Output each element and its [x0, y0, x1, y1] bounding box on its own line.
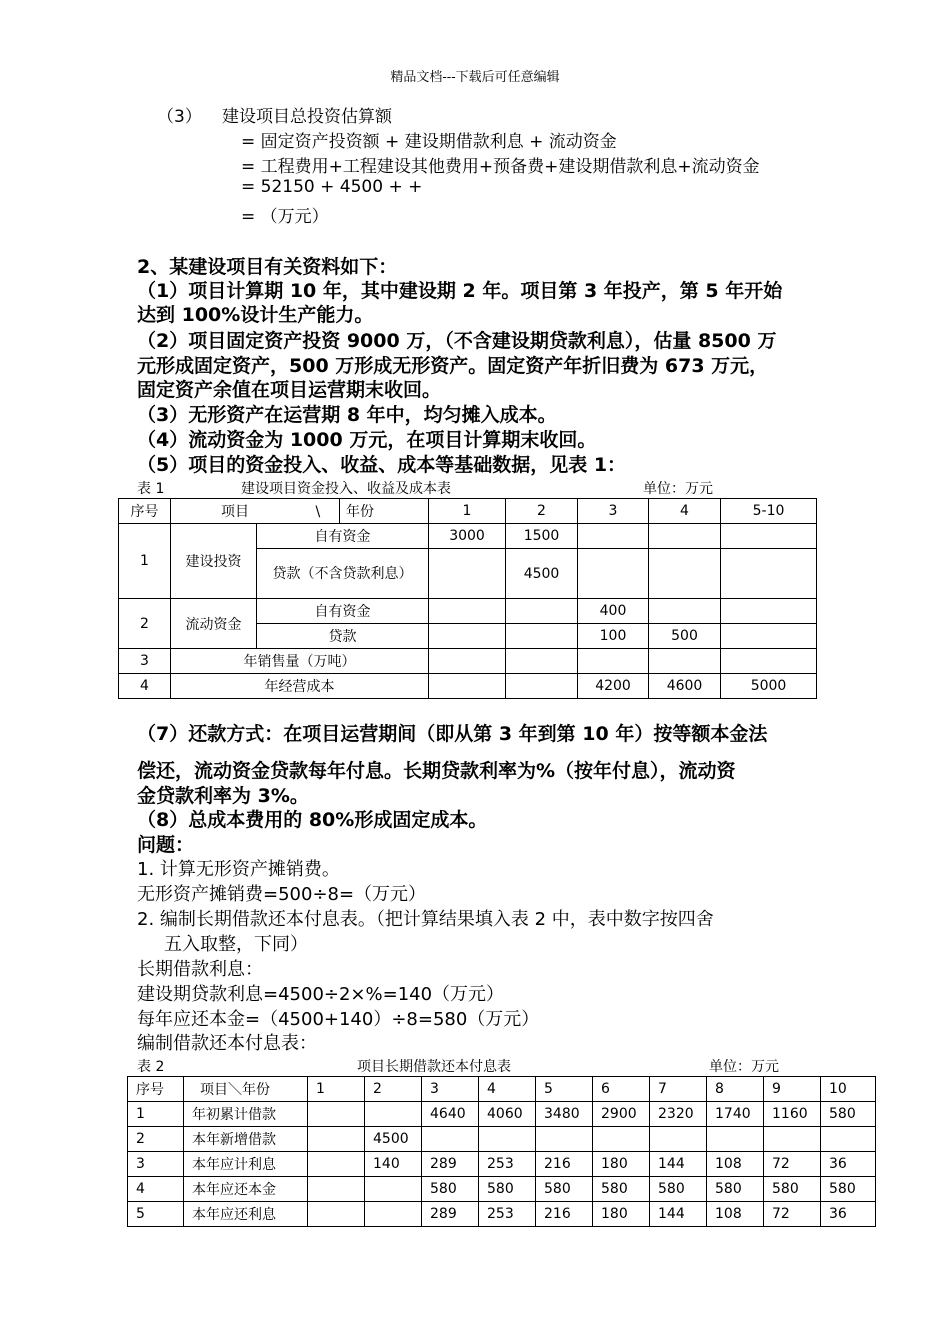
table1-cell [721, 649, 817, 674]
answer-line: 建设期贷款利息=4500÷2×%=140（万元） [137, 984, 505, 1005]
table2-cell: 5 [128, 1202, 184, 1227]
table2-title: 项目长期借款还本付息表 [357, 1059, 511, 1075]
table2-cell: 580 [650, 1177, 707, 1202]
table2-cell: 2 [128, 1127, 184, 1152]
table2-cell: 140 [365, 1152, 422, 1177]
table1-header-cell: 3 [578, 499, 649, 524]
table2-header-cell: 10 [821, 1077, 876, 1102]
question2-item: 偿还，流动资金贷款每年付息。长期贷款利率为%（按年付息），流动资 [137, 760, 736, 782]
answer-line: 长期借款利息： [137, 959, 263, 980]
table1-cell: 1 [119, 524, 171, 599]
table1-cell [721, 624, 817, 649]
table2-cell: 本年新增借款 [184, 1127, 308, 1152]
table2 [127, 1076, 876, 1227]
question2-item: 固定资产余值在项目运营期末收回。 [137, 379, 442, 401]
table1-cell [429, 649, 506, 674]
table2-cell: 580 [821, 1102, 876, 1127]
table2-cell [365, 1102, 422, 1127]
table2-cell: 580 [422, 1177, 479, 1202]
table2-header-cell: 3 [422, 1077, 479, 1102]
table2-cell [479, 1127, 536, 1152]
table2-cell [707, 1127, 764, 1152]
table2-cell: 年初累计借款 [184, 1102, 308, 1127]
table2-cell: 180 [593, 1202, 650, 1227]
section3-title: 建设项目总投资估算额 [222, 107, 392, 127]
table1-cell: 年销售量（万吨） [171, 649, 429, 674]
table2-cell [308, 1202, 365, 1227]
question2-item: （1）项目计算期 10 年，其中建设期 2 年。项目第 3 年投产，第 5 年开始 [137, 280, 783, 302]
table2-cell [365, 1202, 422, 1227]
table1-cell [649, 599, 721, 624]
table1-header-cell: 2 [506, 499, 578, 524]
table2-cell [650, 1127, 707, 1152]
table2-cell: 4 [128, 1177, 184, 1202]
table2-cell: 36 [821, 1202, 876, 1227]
table1-cell: 2 [119, 599, 171, 649]
table2-cell: 580 [764, 1177, 821, 1202]
table1-cell: 4 [119, 674, 171, 699]
table2-cell [308, 1102, 365, 1127]
table1 [118, 498, 817, 699]
table1-header-slash: \ [315, 504, 321, 520]
section3-line: = （万元） [241, 207, 329, 227]
table1-header-cell: 5-10 [721, 499, 817, 524]
table2-unit: 单位：万元 [709, 1059, 779, 1075]
table1-cell [578, 524, 649, 549]
table2-header-row [128, 1077, 876, 1102]
table2-cell [764, 1127, 821, 1152]
table1-cell: 100 [578, 624, 649, 649]
table2-cell: 4500 [365, 1127, 422, 1152]
table1-cell [721, 524, 817, 549]
section3-line: = 固定资产投资额 + 建设期借款利息 + 流动资金 [241, 132, 617, 152]
table2-cell: 253 [479, 1202, 536, 1227]
question2-item: （8）总成本费用的 80%形成固定成本。 [137, 809, 488, 831]
table2-cell: 1 [128, 1102, 184, 1127]
table2-header-cell: 1 [308, 1077, 365, 1102]
table1-cell: 自有资金 [257, 524, 429, 549]
table2-header-cell: 6 [593, 1077, 650, 1102]
table1-header-cell: 序号 [119, 499, 171, 524]
table2-header-cell: 项目＼年份 [184, 1077, 308, 1102]
table2-cell: 本年应还利息 [184, 1202, 308, 1227]
table2-cell [593, 1127, 650, 1152]
table2-cell: 4060 [479, 1102, 536, 1127]
table1-title: 建设项目资金投入、收益及成本表 [241, 481, 451, 497]
table1-cell [649, 549, 721, 599]
table1-cell: 5000 [721, 674, 817, 699]
table2-cell: 3480 [536, 1102, 593, 1127]
table2-row [128, 1127, 876, 1152]
table2-cell [821, 1127, 876, 1152]
table1-cell: 4500 [506, 549, 578, 599]
table1-cell [721, 549, 817, 599]
table2-cell: 580 [707, 1177, 764, 1202]
table1-cell: 1500 [506, 524, 578, 549]
table2-cell: 253 [479, 1152, 536, 1177]
table2-cell: 580 [536, 1177, 593, 1202]
question2-heading: 2、某建设项目有关资料如下： [137, 256, 398, 278]
table1-cell: 贷款（不含贷款利息） [257, 549, 429, 599]
table1-header-cell: 年份 [340, 499, 429, 524]
table1-cell [506, 649, 578, 674]
table1-cell [506, 674, 578, 699]
table1-cell [429, 674, 506, 699]
table2-label: 表 2 [137, 1059, 165, 1075]
table2-row [128, 1202, 876, 1227]
table2-cell: 108 [707, 1152, 764, 1177]
table1-header-cell: 1 [429, 499, 506, 524]
table1-cell: 流动资金 [171, 599, 257, 649]
question2-item: （3）无形资产在运营期 8 年中，均匀摊入成本。 [137, 404, 557, 426]
table1-cell [578, 549, 649, 599]
answer-line: 五入取整，下同） [164, 934, 308, 955]
table1-cell: 3000 [429, 524, 506, 549]
table2-cell: 144 [650, 1202, 707, 1227]
table2-cell: 3 [128, 1152, 184, 1177]
table2-cell: 180 [593, 1152, 650, 1177]
table2-header-cell: 4 [479, 1077, 536, 1102]
table2-cell [365, 1177, 422, 1202]
table2-cell: 289 [422, 1202, 479, 1227]
table1-cell [429, 549, 506, 599]
question2-item: （4）流动资金为 1000 万元，在项目计算期末收回。 [137, 429, 597, 451]
table2-cell: 36 [821, 1152, 876, 1177]
table1-header-cell: 4 [649, 499, 721, 524]
section3-line: = 工程费用+工程建设其他费用+预备费+建设期借款利息+流动资金 [241, 157, 760, 177]
table2-cell: 289 [422, 1152, 479, 1177]
table2-row [128, 1102, 876, 1127]
table1-cell [429, 624, 506, 649]
table1-row [119, 599, 817, 624]
table2-cell [308, 1127, 365, 1152]
table2-cell: 216 [536, 1202, 593, 1227]
question2-item: （7）还款方式：在项目运营期间（即从第 3 年到第 10 年）按等额本金法 [137, 723, 768, 745]
table1-header-cell [171, 499, 340, 524]
table1-cell: 3 [119, 649, 171, 674]
table2-cell: 580 [593, 1177, 650, 1202]
table1-cell [578, 649, 649, 674]
table1-row [119, 524, 817, 549]
questions-heading: 问题： [137, 834, 195, 856]
table1-cell: 400 [578, 599, 649, 624]
question2-item: （5）项目的资金投入、收益、成本等基础数据，见表 1： [137, 454, 627, 476]
table1-cell: 4600 [649, 674, 721, 699]
table1-cell [649, 649, 721, 674]
table2-cell: 580 [821, 1177, 876, 1202]
table2-cell: 216 [536, 1152, 593, 1177]
table2-header-cell: 序号 [128, 1077, 184, 1102]
answer-line: 无形资产摊销费=500÷8=（万元） [137, 884, 427, 905]
table1-cell: 建设投资 [171, 524, 257, 599]
table2-cell [536, 1127, 593, 1152]
table2-cell: 2320 [650, 1102, 707, 1127]
table1-header-row [119, 499, 817, 524]
table2-cell: 2900 [593, 1102, 650, 1127]
table1-cell: 贷款 [257, 624, 429, 649]
table2-cell: 1740 [707, 1102, 764, 1127]
table2-cell: 72 [764, 1152, 821, 1177]
table1-unit: 单位：万元 [643, 481, 713, 497]
table2-header-cell: 5 [536, 1077, 593, 1102]
answer-line: 编制借款还本付息表： [137, 1033, 317, 1054]
table2-header-cell: 2 [365, 1077, 422, 1102]
table1-label: 表 1 [137, 481, 165, 497]
table2-cell: 72 [764, 1202, 821, 1227]
table2-cell: 本年应计利息 [184, 1152, 308, 1177]
table2-row [128, 1177, 876, 1202]
table1-cell [506, 624, 578, 649]
question2-item: 达到 100%设计生产能力。 [137, 304, 374, 326]
table2-cell: 4640 [422, 1102, 479, 1127]
table1-cell: 年经营成本 [171, 674, 429, 699]
page-header: 精品文档---下载后可任意编辑 [390, 70, 560, 85]
question2-item: 元形成固定资产，500 万形成无形资产。固定资产年折旧费为 673 万元， [137, 355, 769, 377]
answer-line: 每年应还本金=（4500+140）÷8=580（万元） [137, 1009, 540, 1030]
table2-cell: 144 [650, 1152, 707, 1177]
table1-cell [649, 524, 721, 549]
answer-line: 1. 计算无形资产摊销费。 [137, 859, 340, 880]
table1-cell: 自有资金 [257, 599, 429, 624]
table1-row [119, 649, 817, 674]
table2-cell: 580 [479, 1177, 536, 1202]
table2-header-cell: 7 [650, 1077, 707, 1102]
table1-cell [429, 599, 506, 624]
question2-item: 金贷款利率为 3%。 [137, 785, 309, 807]
table2-cell: 108 [707, 1202, 764, 1227]
table1-header-item: 项目 [221, 504, 249, 520]
table2-cell [308, 1152, 365, 1177]
table2-header-cell: 8 [707, 1077, 764, 1102]
table1-row [119, 674, 817, 699]
table1-cell: 4200 [578, 674, 649, 699]
table2-cell: 1160 [764, 1102, 821, 1127]
table1-cell [721, 599, 817, 624]
table1-cell: 500 [649, 624, 721, 649]
table2-row [128, 1152, 876, 1177]
table2-cell: 本年应还本金 [184, 1177, 308, 1202]
table2-cell [308, 1177, 365, 1202]
table1-cell [506, 599, 578, 624]
answer-line: 2. 编制长期借款还本付息表。（把计算结果填入表 2 中，表中数字按四舍 [137, 909, 714, 930]
table2-header-cell: 9 [764, 1077, 821, 1102]
section3-number: （3） [157, 107, 202, 127]
section3-line: = 52150 + 4500 + + [241, 177, 423, 197]
table2-cell [422, 1127, 479, 1152]
question2-item: （2）项目固定资产投资 9000 万，（不含建设期贷款利息），估量 8500 万 [137, 330, 777, 352]
